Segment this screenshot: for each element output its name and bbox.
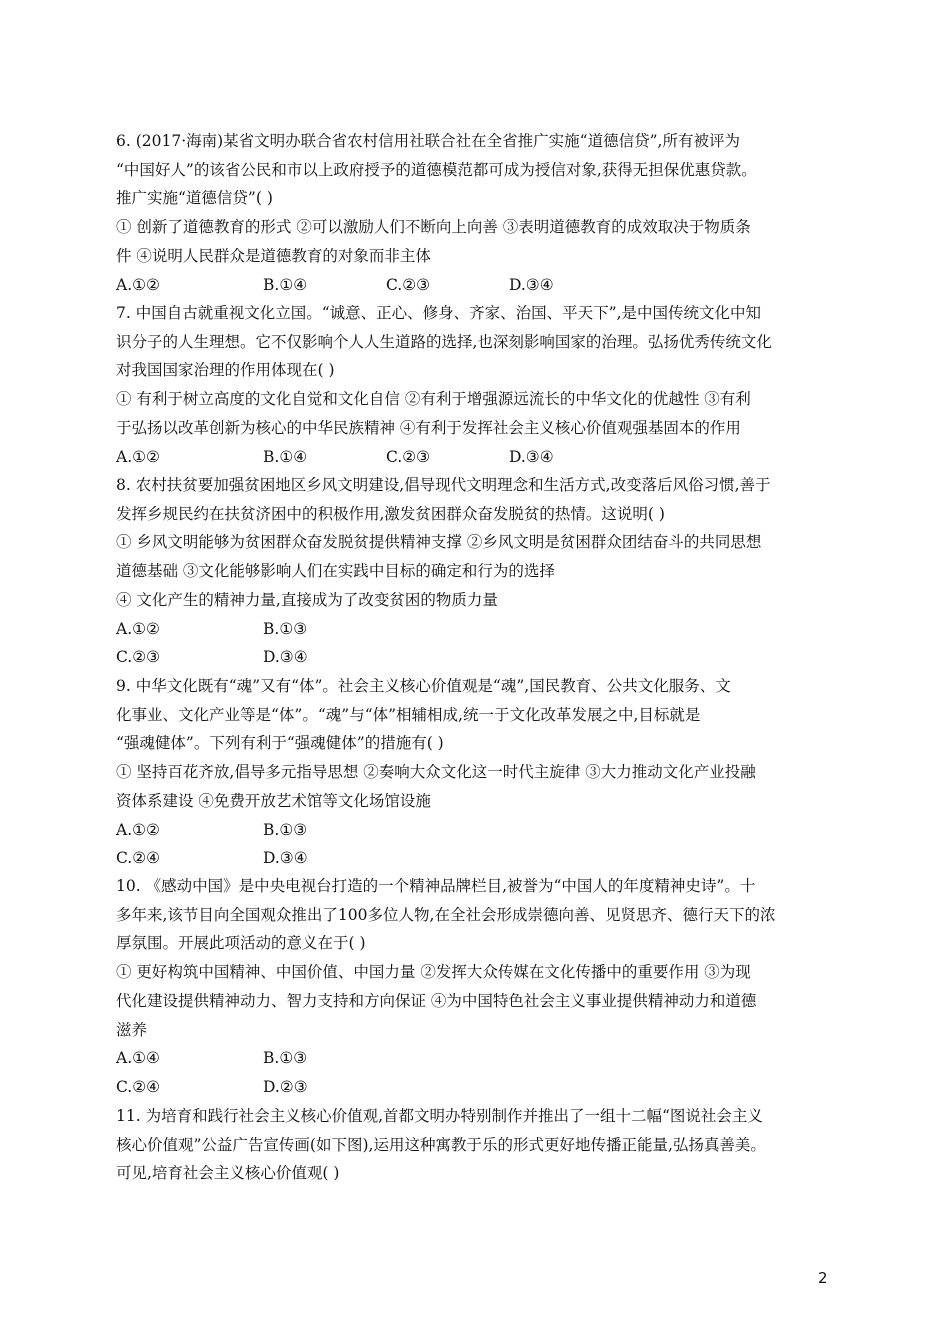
question-10-stem-line-3: 厚氛围。开展此项活动的意义在于( ) (116, 934, 366, 953)
question-7 (116, 299, 836, 471)
question-6-statements-line-2: 件 ④说明人民群众是道德教育的对象而非主体 (116, 246, 431, 265)
question-8-options-row-2 (116, 643, 836, 672)
question-6-stem-line-3: 推广实施“道德信贷”( ) (116, 189, 273, 208)
question-8-options-row-1 (116, 615, 836, 644)
question-10-stem-line-1: 10. 《感动中国》是中央电视台打造的一个精神品牌栏目,被誉为“中国人的年度精神史诗”。十 (116, 877, 756, 895)
question-7-option-a: A.①② (116, 447, 160, 466)
question-8-option-c: C.②③ (116, 648, 161, 667)
question-10-statements-line-2: 代化建设提供精神动力、智力支持和方向保证 ④为中国特色社会主义事业提供精神动力和道德 (116, 991, 757, 1010)
question-9-statements-line-2: 资体系建设 ④免费开放艺术馆等文化场馆设施 (116, 791, 431, 810)
question-7-options (116, 443, 836, 472)
question-9-stem-line-1: 9. 中华文化既有“魂”又有“体”。社会主义核心价值观是“魂”,国民教育、公共文化服务、文 (116, 677, 731, 695)
question-6-options (116, 271, 836, 300)
question-8-statements-line-3: ④ 文化产生的精神力量,直接成为了改变贫困的物质力量 (116, 590, 498, 609)
question-8 (116, 471, 836, 672)
question-9-option-d: D.③④ (263, 849, 308, 868)
question-6-option-d: D.③④ (509, 275, 554, 294)
question-10-option-d: D.②③ (263, 1077, 308, 1096)
question-10-stem-line-2: 多年来,该节目向全国观众推出了100多位人物,在全社会形成崇德向善、见贤思齐、德行天下的浓 (116, 905, 776, 924)
question-8-option-d: D.③④ (263, 648, 308, 667)
question-8-statements-line-2: 道德基础 ③文化能够影响人们在实践中目标的确定和行为的选择 (116, 562, 555, 581)
question-7-stem-line-3: 对我国国家治理的作用体现在( ) (116, 361, 335, 380)
question-8-statements-line-1: ① 乡风文明能够为贫困群众奋发脱贫提供精神支撑 ②乡风文明是贫困群众团结奋斗的共同思想 (116, 533, 762, 552)
question-6-option-a: A.①② (116, 275, 160, 294)
question-10-options-row-2 (116, 1073, 836, 1102)
question-7-statements-line-2: 于弘扬以改革创新为核心的中华民族精神 ④有利于发挥社会主义核心价值观强基固本的作用 (116, 418, 741, 437)
question-9-option-a: A.①② (116, 820, 160, 839)
question-7-option-d: D.③④ (509, 447, 554, 466)
question-6-option-c: C.②③ (386, 275, 431, 294)
question-10-options-row-1 (116, 1044, 836, 1073)
question-10-statements-line-3: 滋养 (116, 1020, 148, 1039)
question-6-statements-line-1: ① 创新了道德教育的形式 ②可以激励人们不断向上向善 ③表明道德教育的成效取决于物质条 (116, 218, 751, 237)
question-6 (116, 127, 836, 299)
question-10-option-b: B.①③ (263, 1049, 308, 1068)
question-6-stem-line-1: 6. (2017·海南)某省文明办联合省农村信用社联合社在全省推广实施“道德信贷”,所有被评为 (116, 132, 740, 150)
question-7-option-b: B.①④ (263, 447, 308, 466)
question-6-stem-line-2: “中国好人”的该省公民和市以上政府授予的道德模范都可成为授信对象,获得无担保优惠贷款。 (116, 160, 757, 179)
question-8-stem-line-2: 发挥乡规民约在扶贫济困中的积极作用,激发贫困群众奋发脱贫的热情。这说明( ) (116, 504, 665, 523)
question-10 (116, 872, 836, 1102)
question-6-option-b: B.①④ (263, 275, 308, 294)
question-7-stem-line-2: 识分子的人生理想。它不仅影响个人人生道路的选择,也深刻影响国家的治理。弘扬优秀传统文化 (116, 332, 772, 351)
question-9-stem-line-3: “强魂健体”。下列有利于“强魂健体”的措施有( ) (116, 734, 444, 753)
question-9-options-row-2 (116, 844, 836, 873)
question-10-option-a: A.①④ (116, 1049, 160, 1068)
question-9-stem-line-2: 化事业、文化产业等是“体”。“魂”与“体”相辅相成,统一于文化改革发展之中,目标就是 (116, 705, 701, 724)
question-7-statements-line-1: ① 有利于树立高度的文化自觉和文化自信 ②有利于增强源远流长的中华文化的优越性 ③有利 (116, 390, 751, 409)
question-8-option-b: B.①③ (263, 619, 308, 638)
question-11-stem-line-3: 可见,培育社会主义核心价值观( ) (116, 1164, 340, 1183)
question-11 (116, 1102, 836, 1188)
question-9-options-row-1 (116, 816, 836, 845)
question-9-option-c: C.②④ (116, 849, 161, 868)
question-9-statements-line-1: ① 坚持百花齐放,倡导多元指导思想 ②奏响大众文化这一时代主旋律 ③大力推动文化产业投融 (116, 763, 756, 782)
question-11-stem-line-2: 核心价值观”公益广告宣传画(如下图),运用这种寓教于乐的形式更好地传播正能量,弘扬真善美。 (116, 1135, 766, 1154)
question-9-option-b: B.①③ (263, 820, 308, 839)
question-9 (116, 672, 836, 873)
question-11-stem-line-1: 11. 为培育和践行社会主义核心价值观,首都文明办特别制作并推出了一组十二幅“图说社会主义 (116, 1107, 763, 1125)
question-8-stem-line-1: 8. 农村扶贫要加强贫困地区乡风文明建设,倡导现代文明理念和生活方式,改变落后风俗习惯,善于 (116, 476, 771, 494)
question-8-option-a: A.①② (116, 619, 160, 638)
page-number: 2 (818, 1269, 828, 1287)
question-10-option-c: C.②④ (116, 1077, 161, 1096)
question-7-stem-line-1: 7. 中国自古就重视文化立国。“诚意、正心、修身、齐家、治国、平天下”,是中国传统文化中知 (116, 304, 761, 322)
question-7-option-c: C.②③ (386, 447, 431, 466)
question-10-statements-line-1: ① 更好构筑中国精神、中国价值、中国力量 ②发挥大众传媒在文化传播中的重要作用 ③为现 (116, 963, 751, 982)
